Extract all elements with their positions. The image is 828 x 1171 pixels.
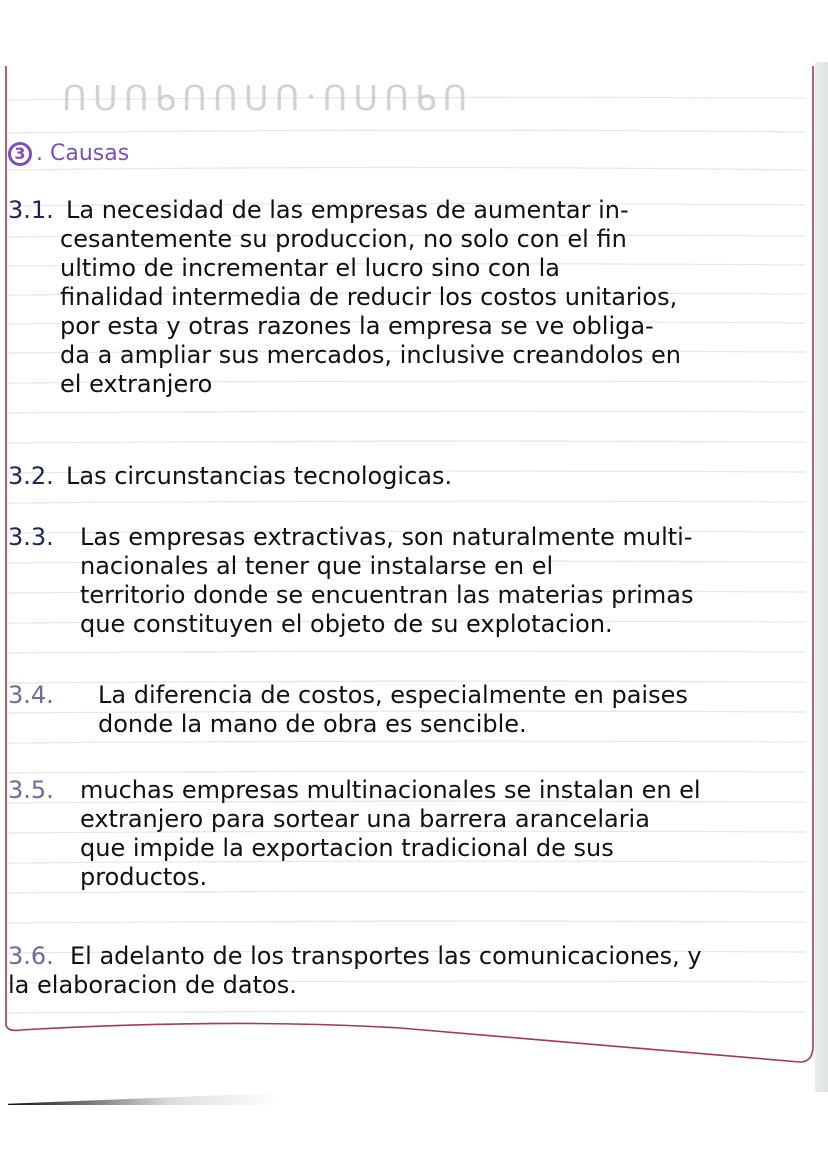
heading-number-circle: 3 — [8, 142, 32, 166]
cause-item-3-2 — [8, 462, 808, 491]
cause-item-3-1 — [8, 196, 808, 399]
bleed-through-text: ᑌᑎᑌᑭᑌᑌᑎᑌ·ᑌᑎᑌᑭᑌ — [62, 76, 474, 116]
item-line: la elaboracion de datos. — [8, 971, 297, 999]
item-line: El adelanto de los transportes las comunicaciones, y — [70, 942, 702, 970]
item-line: donde la mano de obra es sencible. — [98, 710, 527, 738]
item-line: Las empresas extractivas, son naturalmente multi- — [80, 523, 693, 551]
item-line: por esta y otras razones la empresa se ve obliga- — [60, 312, 654, 340]
item-line: que constituyen el objeto de su explotacion. — [80, 610, 613, 638]
item-number: 3.2. — [8, 462, 54, 490]
item-number: 3.1. — [8, 196, 54, 224]
cause-item-3-6 — [8, 942, 808, 1000]
section-heading — [8, 141, 129, 166]
item-line: productos. — [80, 863, 208, 891]
cause-item-3-3 — [8, 523, 808, 639]
item-number: 3.4. — [8, 681, 54, 709]
cause-item-3-5 — [8, 776, 808, 892]
item-line: muchas empresas multinacionales se instalan en el — [80, 776, 701, 804]
item-line: nacionales al tener que instalarse en el — [80, 552, 554, 580]
item-line: cesantemente su produccion, no solo con el fin — [60, 225, 627, 253]
item-line: que impide la exportacion tradicional de sus — [80, 834, 614, 862]
cause-item-3-4 — [8, 681, 808, 739]
item-line: La diferencia de costos, especialmente en paises — [98, 681, 688, 709]
item-line: territorio donde se encuentran las materias primas — [80, 581, 694, 609]
item-line: Las circunstancias tecnologicas. — [66, 462, 453, 490]
item-line: extranjero para sortear una barrera arancelaria — [80, 805, 650, 833]
item-number: 3.3. — [8, 523, 54, 551]
item-number: 3.6. — [8, 942, 54, 970]
heading-title: . Causas — [36, 141, 130, 166]
page-edge-shadow — [815, 62, 828, 1092]
item-line: da a ampliar sus mercados, inclusive creandolos en — [60, 341, 681, 369]
item-line: finalidad intermedia de reducir los costos unitarios, — [60, 283, 678, 311]
item-line: ultimo de incrementar el lucro sino con la — [60, 254, 561, 282]
item-number: 3.5. — [8, 776, 54, 804]
item-line: La necesidad de las empresas de aumentar in- — [66, 196, 629, 224]
item-line: el extranjero — [60, 370, 213, 398]
